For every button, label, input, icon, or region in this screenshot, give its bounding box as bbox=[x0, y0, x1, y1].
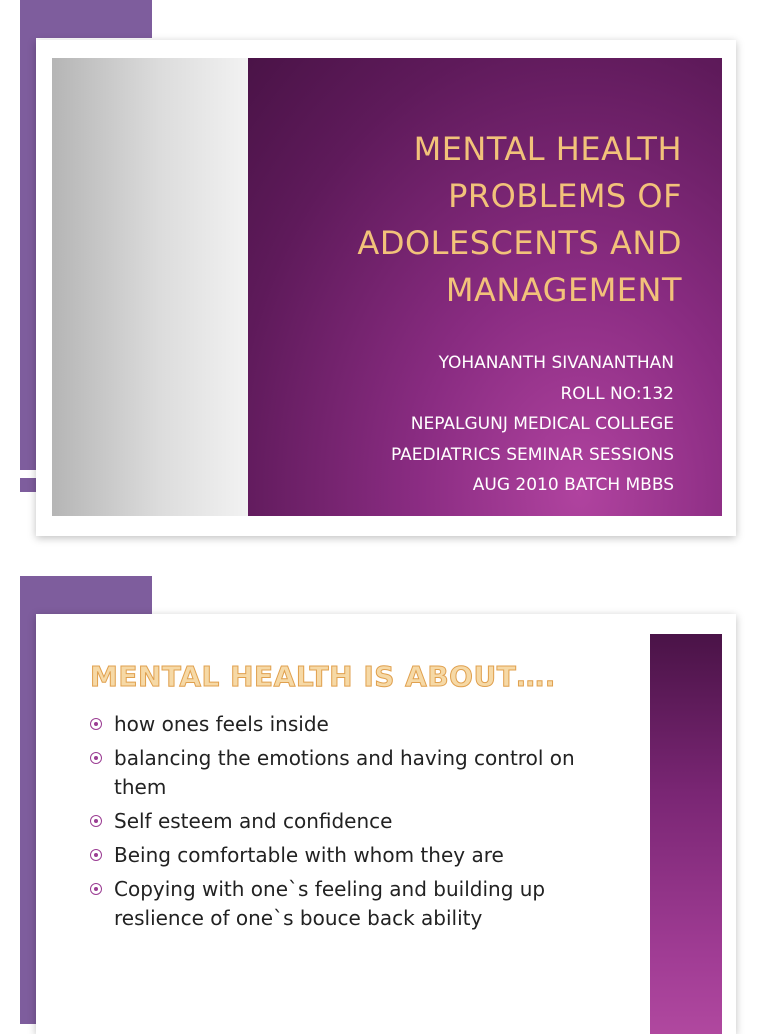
circle-bullet-icon bbox=[90, 815, 102, 827]
frame-accent-top bbox=[20, 576, 152, 614]
list-item-text: balancing the emotions and having control on them bbox=[114, 746, 575, 799]
title-line: PROBLEMS OF bbox=[448, 177, 682, 215]
slide-title bbox=[262, 126, 682, 314]
frame-accent-side bbox=[20, 0, 36, 470]
list-item-text: Self esteem and confidence bbox=[114, 809, 393, 833]
frame-accent-side bbox=[20, 576, 36, 1024]
content-slide bbox=[36, 614, 736, 1034]
frame-accent-stub bbox=[20, 478, 36, 492]
list-item bbox=[88, 710, 628, 739]
session-name: PAEDIATRICS SEMINAR SESSIONS bbox=[390, 444, 674, 465]
title-line: MANAGEMENT bbox=[445, 271, 682, 309]
list-item bbox=[88, 841, 628, 870]
author-name: YOHANANTH SIVANANTHAN bbox=[438, 353, 674, 373]
slide-heading: MENTAL HEALTH IS ABOUT…. bbox=[90, 660, 556, 693]
list-item-text: Being comfortable with whom they are bbox=[114, 843, 504, 867]
circle-bullet-icon bbox=[90, 883, 102, 895]
circle-bullet-icon bbox=[90, 849, 102, 861]
frame-accent-top bbox=[20, 0, 152, 38]
college-name: NEPALGUNJ MEDICAL COLLEGE bbox=[410, 414, 674, 434]
title-slide bbox=[36, 40, 736, 536]
title-line: ADOLESCENTS AND bbox=[357, 224, 682, 262]
title-line: MENTAL HEALTH bbox=[413, 130, 682, 168]
roll-number: ROLL NO:132 bbox=[560, 383, 674, 404]
slide-gray-panel bbox=[52, 58, 248, 516]
batch-name: AUG 2010 BATCH MBBS bbox=[472, 475, 674, 495]
circle-bullet-icon bbox=[90, 718, 102, 730]
list-item-text: how ones feels inside bbox=[114, 712, 329, 736]
circle-bullet-icon bbox=[90, 752, 102, 764]
list-item bbox=[88, 807, 628, 836]
bullet-list bbox=[88, 710, 628, 938]
slide-purple-bar bbox=[650, 634, 722, 1034]
list-item bbox=[88, 744, 628, 802]
slide-subtitle bbox=[254, 348, 674, 501]
list-item bbox=[88, 875, 628, 933]
list-item-text: Copying with one`s feeling and building up reslience of one`s bouce back ability bbox=[114, 877, 546, 930]
